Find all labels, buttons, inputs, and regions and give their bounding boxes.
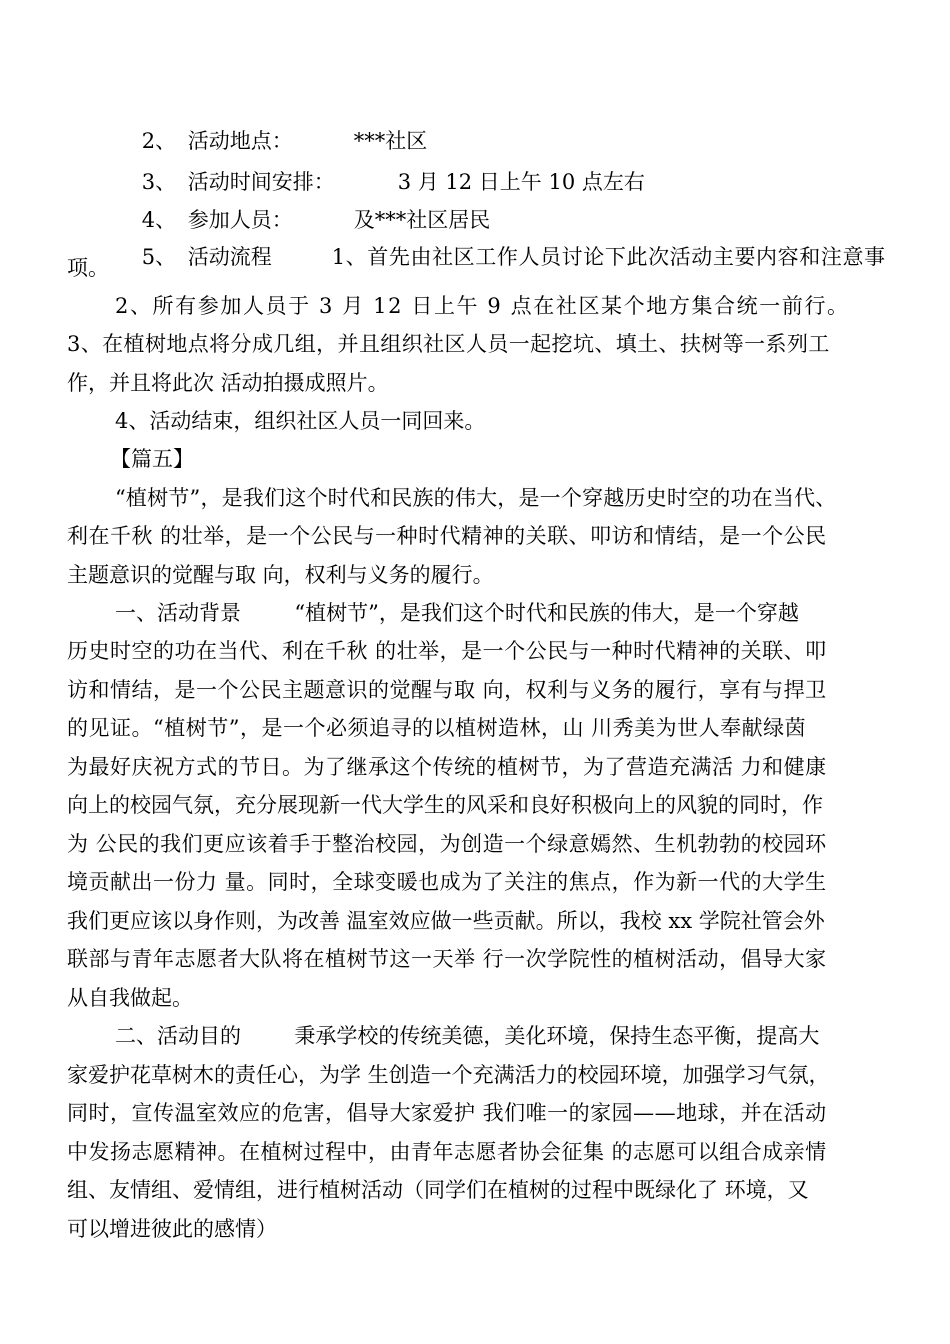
item-value: ***社区: [353, 129, 428, 153]
flow-step-4: 4、活动结束，组织社区人员一同回来。: [115, 409, 486, 433]
background-line: 一、活动背景 “植树节”，是我们这个时代和民族的伟大，是一个穿越: [115, 601, 799, 625]
item-label: 活动地点：: [187, 129, 293, 153]
flow-step-3-continuation: 作，并且将此次 活动拍摄成照片。: [67, 371, 389, 395]
background-line: 我们更应该以身作则，为改善 温室效应做一些贡献。所以，我校 xx 学院社管会外: [67, 909, 825, 933]
purpose-line: 二、活动目的 秉承学校的传统美德，美化环境，保持生态平衡，提高大: [115, 1024, 820, 1048]
background-line: 从自我做起。: [67, 986, 193, 1010]
flow-step-2: 2、所有参加人员于 3 月 12 日上午 9 点在社区某个地方集合统一前行。: [115, 294, 850, 318]
background-line: 访和情结，是一个公民主题意识的觉醒与取 向，权利与义务的履行，享有与捍卫: [67, 678, 827, 702]
item-label: 活动时间安排：: [187, 170, 335, 194]
item-number: 3、: [141, 170, 177, 194]
item-5-continuation: 项。: [67, 256, 109, 280]
intro-line: 利在千秋 的壮举，是一个公民与一种时代精神的关联、叩访和情结，是一个公民: [67, 524, 827, 548]
intro-line: “植树节”，是我们这个时代和民族的伟大，是一个穿越历史时空的功在当代、: [115, 486, 837, 510]
background-line: 为 公民的我们更应该着手于整治校园，为创造一个绿意嫣然、生机勃勃的校园环: [67, 832, 827, 856]
flow-step-3: 3、在植树地点将分成几组，并且组织社区人员一起挖坑、填土、扶树等一系列工: [67, 332, 830, 356]
background-line: 联部与青年志愿者大队将在植树节这一天举 行一次学院性的植树活动，倡导大家: [67, 947, 827, 971]
background-line: 为最好庆祝方式的节日。为了继承这个传统的植树节，为了营造充满活 力和健康: [67, 755, 827, 779]
item-2: [115, 99, 428, 153]
item-value: 1、首先由社区工作人员讨论下此次活动主要内容和注意事: [331, 245, 886, 269]
purpose-line: 组、友情组、爱情组，进行植树活动（同学们在植树的过程中既绿化了 环境，又: [67, 1178, 809, 1202]
background-line: 境贡献出一份力 量。同时，全球变暖也成为了关注的焦点，作为新一代的大学生: [67, 870, 827, 894]
item-3: [115, 140, 645, 194]
purpose-line: 家爱护花草树木的责任心，为学 生创造一个充满活力的校园环境，加强学习气氛，: [67, 1063, 830, 1087]
purpose-line: 可以增进彼此的感情）: [67, 1217, 277, 1241]
item-label: 活动流程: [187, 245, 272, 269]
section-title: 【篇五】: [110, 447, 194, 471]
background-line: 的见证。“植树节”，是一个必须追寻的以植树造林，山 川秀美为世人奉献绿茵: [67, 716, 807, 740]
purpose-line: 同时，宣传温室效应的危害，倡导大家爱护 我们唯一的家园——地球，并在活动: [67, 1101, 827, 1125]
item-5: [115, 215, 886, 269]
item-value: 3 月 12 日上午 10 点左右: [397, 170, 645, 194]
background-line: 向上的校园气氛，充分展现新一代大学生的风采和良好积极向上的风貌的同时，作: [67, 793, 823, 817]
item-label: 参加人员：: [187, 208, 293, 232]
item-4: [115, 178, 491, 232]
item-number: 4、: [141, 208, 177, 232]
intro-line: 主题意识的觉醒与取 向，权利与义务的履行。: [67, 563, 494, 587]
purpose-line: 中发扬志愿精神。在植树过程中，由青年志愿者协会征集 的志愿可以组合成亲情: [67, 1140, 827, 1164]
item-number: 2、: [141, 129, 177, 153]
background-line: 历史时空的功在当代、利在千秋 的壮举，是一个公民与一种时代精神的关联、叩: [67, 639, 827, 663]
item-number: 5、: [141, 245, 177, 269]
item-value: 及***社区居民: [353, 208, 491, 232]
